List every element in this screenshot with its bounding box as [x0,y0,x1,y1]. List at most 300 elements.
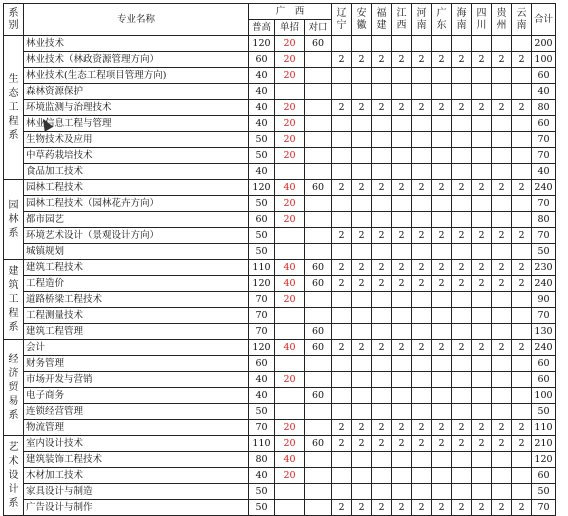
province-quota-cell: 2 [432,228,452,244]
danzhao-cell: 40 [275,276,305,292]
putong-cell: 50 [249,244,275,260]
province-quota-cell [412,308,432,324]
province-quota-cell [372,212,392,228]
province-quota-cell [472,452,492,468]
province-quota-cell [472,388,492,404]
table-row [4,308,556,324]
major-name-cell: 建筑工程管理 [24,324,249,340]
province-quota-cell [392,116,412,132]
province-quota-cell [412,244,432,260]
total-cell: 60 [532,68,556,84]
header-province: 海南 [452,4,472,36]
table-row [4,436,556,452]
putong-cell: 120 [249,36,275,52]
duikou-cell: 60 [305,276,332,292]
province-quota-cell [472,244,492,260]
province-quota-cell [452,324,472,340]
duikou-cell [305,420,332,436]
province-quota-cell: 2 [492,436,512,452]
province-quota-cell: 2 [352,180,372,196]
province-quota-cell [392,36,412,52]
province-quota-cell: 2 [432,420,452,436]
major-name-cell: 道路桥梁工程技术 [24,292,249,308]
putong-cell: 70 [249,420,275,436]
province-quota-cell [352,244,372,260]
province-quota-cell [492,116,512,132]
province-quota-cell [372,484,392,500]
province-quota-cell: 2 [372,340,392,356]
province-quota-cell [372,372,392,388]
table-row [4,372,556,388]
province-quota-cell [352,404,372,420]
putong-cell: 50 [249,500,275,516]
total-cell: 130 [532,324,556,340]
province-quota-cell: 2 [452,228,472,244]
province-quota-cell [452,308,472,324]
putong-cell: 40 [249,100,275,116]
table-row [4,116,556,132]
total-cell: 80 [532,212,556,228]
province-quota-cell [372,356,392,372]
province-quota-cell: 2 [492,260,512,276]
total-cell: 240 [532,276,556,292]
province-quota-cell [432,292,452,308]
province-quota-cell: 2 [332,180,352,196]
province-quota-cell [412,196,432,212]
province-quota-cell [472,468,492,484]
province-quota-cell: 2 [512,52,532,68]
total-cell: 60 [532,356,556,372]
province-quota-cell [332,164,352,180]
province-quota-cell [332,132,352,148]
duikou-cell [305,52,332,68]
province-quota-cell [412,452,432,468]
duikou-cell [305,84,332,100]
putong-cell: 70 [249,324,275,340]
danzhao-cell [275,84,305,100]
province-quota-cell: 2 [472,500,492,516]
province-quota-cell [332,36,352,52]
province-quota-cell: 2 [352,420,372,436]
major-name-cell: 林业技术（林政资源管理方向） [24,52,249,68]
province-quota-cell: 2 [412,436,432,452]
province-quota-cell: 2 [452,500,472,516]
province-quota-cell [412,388,432,404]
province-quota-cell: 2 [372,180,392,196]
province-quota-cell [352,292,372,308]
province-quota-cell [392,212,412,228]
table-row [4,164,556,180]
table-row [4,452,556,468]
province-quota-cell [452,116,472,132]
province-quota-cell [332,452,352,468]
table-row [4,276,556,292]
duikou-cell [305,196,332,212]
province-quota-cell [492,308,512,324]
province-quota-cell: 2 [512,228,532,244]
province-quota-cell [492,212,512,228]
total-cell: 90 [532,292,556,308]
total-cell: 70 [532,196,556,212]
duikou-cell [305,356,332,372]
province-quota-cell [472,36,492,52]
province-quota-cell [332,388,352,404]
province-quota-cell: 2 [512,420,532,436]
province-quota-cell: 2 [372,260,392,276]
province-quota-cell: 2 [452,260,472,276]
province-quota-cell [352,84,372,100]
province-quota-cell [412,292,432,308]
province-quota-cell: 2 [332,100,352,116]
province-quota-cell: 2 [332,52,352,68]
province-quota-cell [452,388,472,404]
province-quota-cell [512,452,532,468]
table-row [4,388,556,404]
province-quota-cell: 2 [512,100,532,116]
province-quota-cell [372,196,392,212]
province-quota-cell [432,388,452,404]
province-quota-cell [332,356,352,372]
province-quota-cell [472,308,492,324]
province-quota-cell [472,372,492,388]
province-quota-cell [412,36,432,52]
major-name-cell: 财务管理 [24,356,249,372]
province-quota-cell [372,404,392,420]
province-quota-cell [372,148,392,164]
total-cell: 70 [532,500,556,516]
total-cell: 120 [532,452,556,468]
table-row [4,196,556,212]
province-quota-cell [512,404,532,420]
danzhao-cell [275,164,305,180]
province-quota-cell: 2 [352,260,372,276]
danzhao-cell: 20 [275,36,305,52]
province-quota-cell [332,244,352,260]
table-row [4,228,556,244]
duikou-cell [305,148,332,164]
major-name-cell: 工程造价 [24,276,249,292]
province-quota-cell [432,148,452,164]
danzhao-cell: 20 [275,116,305,132]
province-quota-cell: 2 [392,228,412,244]
total-cell: 50 [532,484,556,500]
province-quota-cell [352,356,372,372]
province-quota-cell [332,292,352,308]
danzhao-cell: 20 [275,468,305,484]
province-quota-cell [492,468,512,484]
province-quota-cell [512,132,532,148]
province-quota-cell: 2 [412,52,432,68]
province-quota-cell [512,468,532,484]
table-row [4,292,556,308]
province-quota-cell: 2 [332,276,352,292]
province-quota-cell: 2 [432,260,452,276]
province-quota-cell [352,164,372,180]
header-danzhao: 单招 [275,20,305,36]
table-row [4,340,556,356]
province-quota-cell: 2 [412,100,432,116]
header-province: 广东 [432,4,452,36]
province-quota-cell [332,196,352,212]
header-guangxi: 广 西 [249,4,332,20]
major-name-cell: 林业信息工程与管理 [24,116,249,132]
department-cell: 园林系 [4,180,24,260]
province-quota-cell [412,404,432,420]
major-name-cell: 中草药栽培技术 [24,148,249,164]
province-quota-cell [412,324,432,340]
province-quota-cell [512,356,532,372]
province-quota-cell [332,404,352,420]
major-name-cell: 建筑装饰工程技术 [24,452,249,468]
province-quota-cell [392,196,412,212]
province-quota-cell: 2 [392,52,412,68]
province-quota-cell [392,292,412,308]
province-quota-cell [352,452,372,468]
province-quota-cell [352,484,372,500]
province-quota-cell [452,292,472,308]
table-row [4,244,556,260]
province-quota-cell [392,372,412,388]
putong-cell: 110 [249,436,275,452]
province-quota-cell [512,244,532,260]
province-quota-cell [472,356,492,372]
province-quota-cell [392,84,412,100]
province-quota-cell [512,388,532,404]
province-quota-cell [432,468,452,484]
province-quota-cell: 2 [412,180,432,196]
province-quota-cell: 2 [332,500,352,516]
province-quota-cell [392,68,412,84]
duikou-cell [305,212,332,228]
major-name-cell: 建筑工程技术 [24,260,249,276]
duikou-cell: 60 [305,340,332,356]
province-quota-cell: 2 [492,420,512,436]
province-quota-cell: 2 [512,340,532,356]
province-quota-cell [492,244,512,260]
province-quota-cell [412,164,432,180]
province-quota-cell [452,452,472,468]
province-quota-cell [432,116,452,132]
danzhao-cell [275,324,305,340]
table-row [4,180,556,196]
province-quota-cell [452,164,472,180]
enrollment-plan-table [3,3,556,516]
duikou-cell: 60 [305,260,332,276]
danzhao-cell: 20 [275,372,305,388]
province-quota-cell [392,132,412,148]
province-quota-cell [332,308,352,324]
province-quota-cell: 2 [352,52,372,68]
header-major-name: 专业名称 [24,4,249,36]
province-quota-cell [452,36,472,52]
major-name-cell: 环境监测与治理技术 [24,100,249,116]
table-row [4,68,556,84]
province-quota-cell [452,372,472,388]
duikou-cell [305,452,332,468]
header-province: 安徽 [352,4,372,36]
province-quota-cell: 2 [472,260,492,276]
table-row [4,500,556,516]
province-quota-cell [392,356,412,372]
province-quota-cell: 2 [492,228,512,244]
province-quota-cell [472,164,492,180]
province-quota-cell [492,404,512,420]
province-quota-cell: 2 [432,340,452,356]
province-quota-cell [432,164,452,180]
province-quota-cell: 2 [492,52,512,68]
danzhao-cell: 20 [275,212,305,228]
province-quota-cell [452,404,472,420]
province-quota-cell [452,212,472,228]
province-quota-cell: 2 [432,100,452,116]
province-quota-cell: 2 [392,276,412,292]
province-quota-cell [372,468,392,484]
putong-cell: 60 [249,52,275,68]
province-quota-cell [452,68,472,84]
table-body [4,36,556,516]
duikou-cell [305,404,332,420]
province-quota-cell [492,84,512,100]
province-quota-cell [332,84,352,100]
major-name-cell: 环境艺术设计（景观设计方向） [24,228,249,244]
major-name-cell: 森林资源保护 [24,84,249,100]
province-quota-cell: 2 [352,500,372,516]
province-quota-cell [452,84,472,100]
putong-cell: 50 [249,228,275,244]
province-quota-cell [412,212,432,228]
province-quota-cell: 2 [412,420,432,436]
province-quota-cell [432,132,452,148]
province-quota-cell: 2 [452,436,472,452]
province-quota-cell [472,404,492,420]
table-row [4,36,556,52]
danzhao-cell: 40 [275,340,305,356]
province-quota-cell [472,212,492,228]
duikou-cell [305,372,332,388]
province-quota-cell: 2 [512,180,532,196]
province-quota-cell [472,292,492,308]
putong-cell: 70 [249,308,275,324]
province-quota-cell [432,324,452,340]
total-cell: 40 [532,84,556,100]
putong-cell: 50 [249,196,275,212]
province-quota-cell [392,404,412,420]
duikou-cell: 60 [305,324,332,340]
province-quota-cell [512,292,532,308]
province-quota-cell [432,484,452,500]
province-quota-cell [352,68,372,84]
province-quota-cell [472,196,492,212]
province-quota-cell: 2 [372,228,392,244]
province-quota-cell: 2 [452,340,472,356]
province-quota-cell [372,164,392,180]
province-quota-cell [452,132,472,148]
table-row [4,484,556,500]
duikou-cell [305,500,332,516]
province-quota-cell: 2 [512,500,532,516]
danzhao-cell: 20 [275,436,305,452]
total-cell: 60 [532,372,556,388]
province-quota-cell: 2 [392,500,412,516]
province-quota-cell [352,308,372,324]
enrollment-plan-table-container [3,3,556,516]
province-quota-cell [392,388,412,404]
province-quota-cell [412,148,432,164]
province-quota-cell [392,244,412,260]
total-cell: 110 [532,420,556,436]
province-quota-cell [352,324,372,340]
total-cell: 210 [532,436,556,452]
province-quota-cell [412,84,432,100]
province-quota-cell [472,132,492,148]
putong-cell: 110 [249,260,275,276]
province-quota-cell [332,372,352,388]
putong-cell: 40 [249,388,275,404]
province-quota-cell: 2 [492,276,512,292]
total-cell: 50 [532,404,556,420]
province-quota-cell: 2 [352,276,372,292]
danzhao-cell [275,356,305,372]
province-quota-cell [512,116,532,132]
duikou-cell: 60 [305,180,332,196]
major-name-cell: 林业技术 [24,36,249,52]
province-quota-cell: 2 [392,180,412,196]
putong-cell: 50 [249,132,275,148]
province-quota-cell: 2 [392,260,412,276]
table-row [4,84,556,100]
department-cell: 建筑工程系 [4,260,24,340]
province-quota-cell [432,404,452,420]
province-quota-cell [432,68,452,84]
province-quota-cell [352,148,372,164]
province-quota-cell [492,388,512,404]
putong-cell: 60 [249,356,275,372]
major-name-cell: 室内设计技术 [24,436,249,452]
table-row [4,100,556,116]
major-name-cell: 木材加工技术 [24,468,249,484]
province-quota-cell [332,148,352,164]
province-quota-cell [412,468,432,484]
province-quota-cell [412,116,432,132]
province-quota-cell [372,244,392,260]
province-quota-cell: 2 [372,276,392,292]
province-quota-cell [452,356,472,372]
major-name-cell: 园林工程技术 [24,180,249,196]
header-total: 合计 [532,4,556,36]
putong-cell: 80 [249,452,275,468]
province-quota-cell [512,164,532,180]
total-cell: 70 [532,132,556,148]
danzhao-cell [275,484,305,500]
putong-cell: 40 [249,84,275,100]
province-quota-cell [392,468,412,484]
table-row [4,356,556,372]
province-quota-cell: 2 [332,260,352,276]
header-category: 系别 [4,4,24,36]
province-quota-cell: 2 [512,436,532,452]
province-quota-cell: 2 [452,180,472,196]
putong-cell: 40 [249,468,275,484]
province-quota-cell: 2 [332,228,352,244]
danzhao-cell [275,404,305,420]
province-quota-cell: 2 [372,436,392,452]
putong-cell: 50 [249,404,275,420]
province-quota-cell: 2 [432,180,452,196]
province-quota-cell [512,308,532,324]
province-quota-cell [372,116,392,132]
province-quota-cell: 2 [372,52,392,68]
province-quota-cell [512,68,532,84]
